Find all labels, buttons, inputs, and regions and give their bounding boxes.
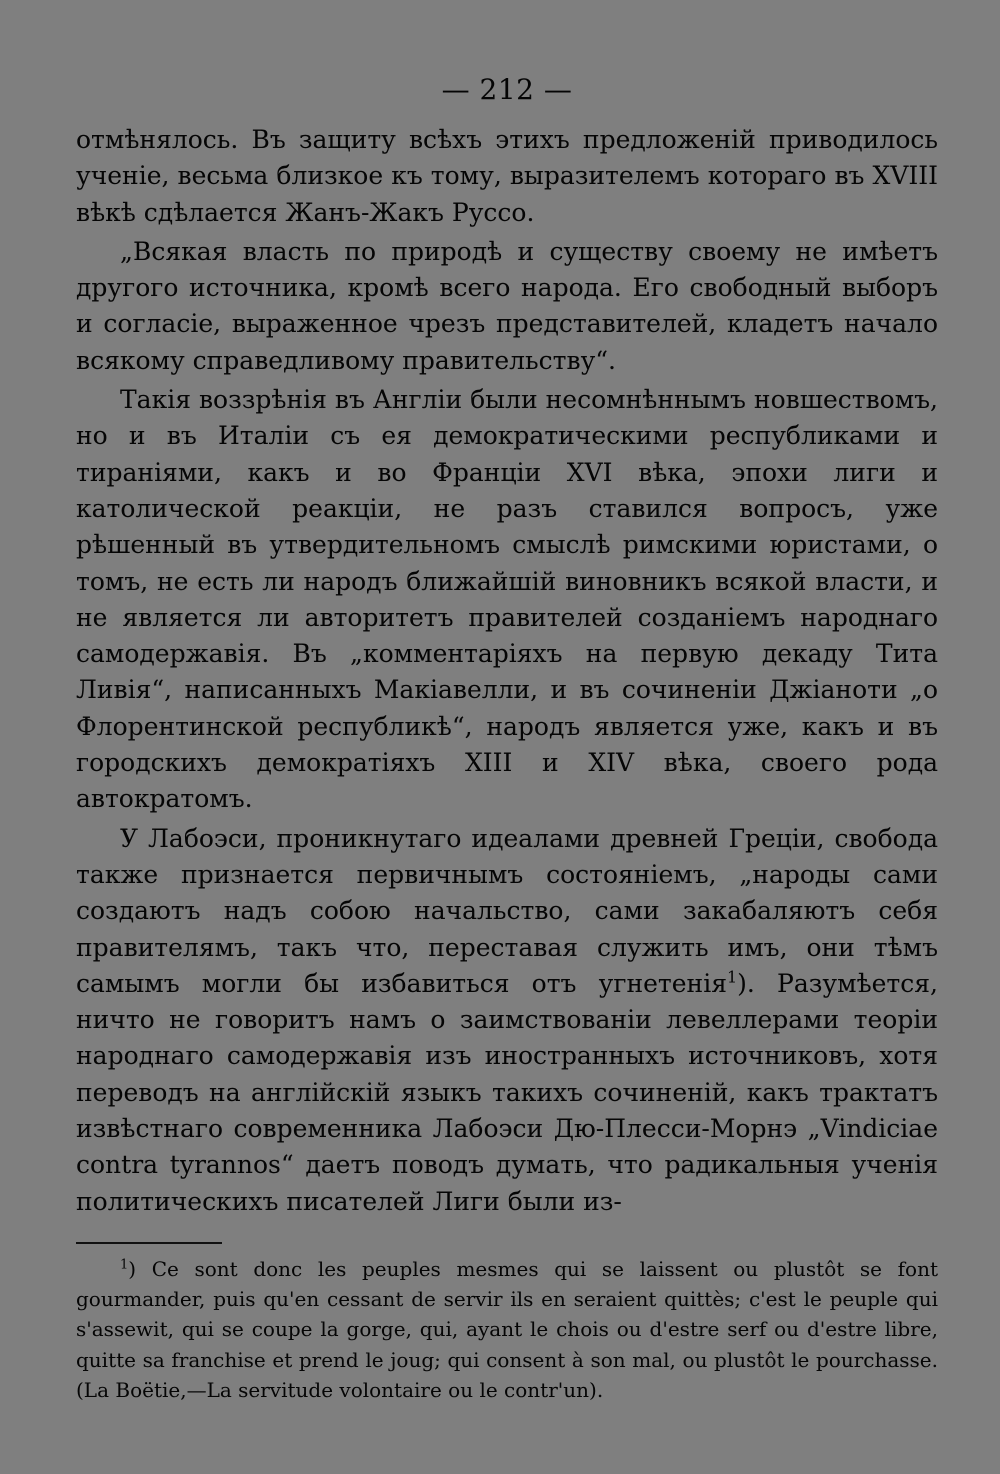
footnote [76, 1254, 938, 1405]
footnote-divider [76, 1242, 222, 1244]
footnote-reference[interactable]: 1 [726, 967, 738, 987]
main-text [76, 122, 938, 1220]
paragraph-4 [76, 821, 938, 1220]
paragraph-4-text-after: ). Разумѣется, ничто не говоритъ намъ о заимствованіи левеллерами теоріи народнаго самодержавія изъ иностранныхъ источниковъ, хотя переводъ на англійскій языкъ такихъ сочиненій, какъ трактатъ извѣстнаго современника Лабоэси Дю-Плесси-Морнэ „Vindiciae contra tyrannos“ даетъ поводъ думать, что радикальныя ученія политическихъ писателей Лиги были из- [76, 968, 938, 1216]
paragraph-4-text-before: У Лабоэси, проникнутаго идеалами древней Греціи, свобода также признается первичнымъ состояніемъ, „народы сами создаютъ надъ собою начальство, сами закабаляютъ себя правителямъ, такъ что, переставая служить имъ, они тѣмъ самымъ могли бы избавиться отъ угнетенія [76, 823, 938, 998]
paragraph-3: Такія воззрѣнія въ Англіи были несомнѣннымъ новшествомъ, но и въ Италіи съ ея демократическими республиками и тираніями, какъ и во Франціи XVI вѣка, эпохи лиги и католической реакціи, не разъ ставился вопросъ, уже рѣшенный въ утвердительномъ смыслѣ римскими юристами, о томъ, не есть ли народъ ближайшій виновникъ всякой власти, и не является ли авторитетъ правителей созданіемъ народнаго самодержавія. Въ „комментаріяхъ на первую декаду Тита Ливія“, написанныхъ Макіавелли, и въ сочиненіи Джіаноти „о Флорентинской республикѣ“, народъ является уже, какъ и въ городскихъ демократіяхъ XIII и XIV вѣка, своего рода автократомъ. [76, 385, 938, 814]
page [76, 72, 938, 1405]
paragraph-1: отмѣнялось. Въ защиту всѣхъ этихъ предложеній приводилось ученіе, весьма близкое къ тому, выразителемъ котораго въ XVIII вѣкѣ сдѣлается Жанъ-Жакъ Руссо. [76, 125, 938, 227]
page-number: — 212 — [441, 73, 573, 106]
footnote-mark: 1 [120, 1257, 129, 1273]
footnote-text: ) Ce sont donc les peuples mesmes qui se laissent ou plustôt se font gourmander, puis qu'en cessant de servir ils en seraient quittès; c'est le peuple qui s'assewit, qui se coupe la gorge, qui, ayant le chois ou d'estre serf ou d'estre libre, quitte sa franchise et prend le joug; qui consent à son mal, ou plustôt le pourchasse. (La Boëtie,—La servitude volontaire ou le contr'un). [76, 1256, 938, 1402]
paragraph-2: „Всякая власть по природѣ и существу своему не имѣетъ другого источника, кромѣ всего народа. Его свободный выборъ и согласіе, выраженное чрезъ представителей, кладетъ начало всякому справедливому правительству“. [76, 236, 938, 375]
